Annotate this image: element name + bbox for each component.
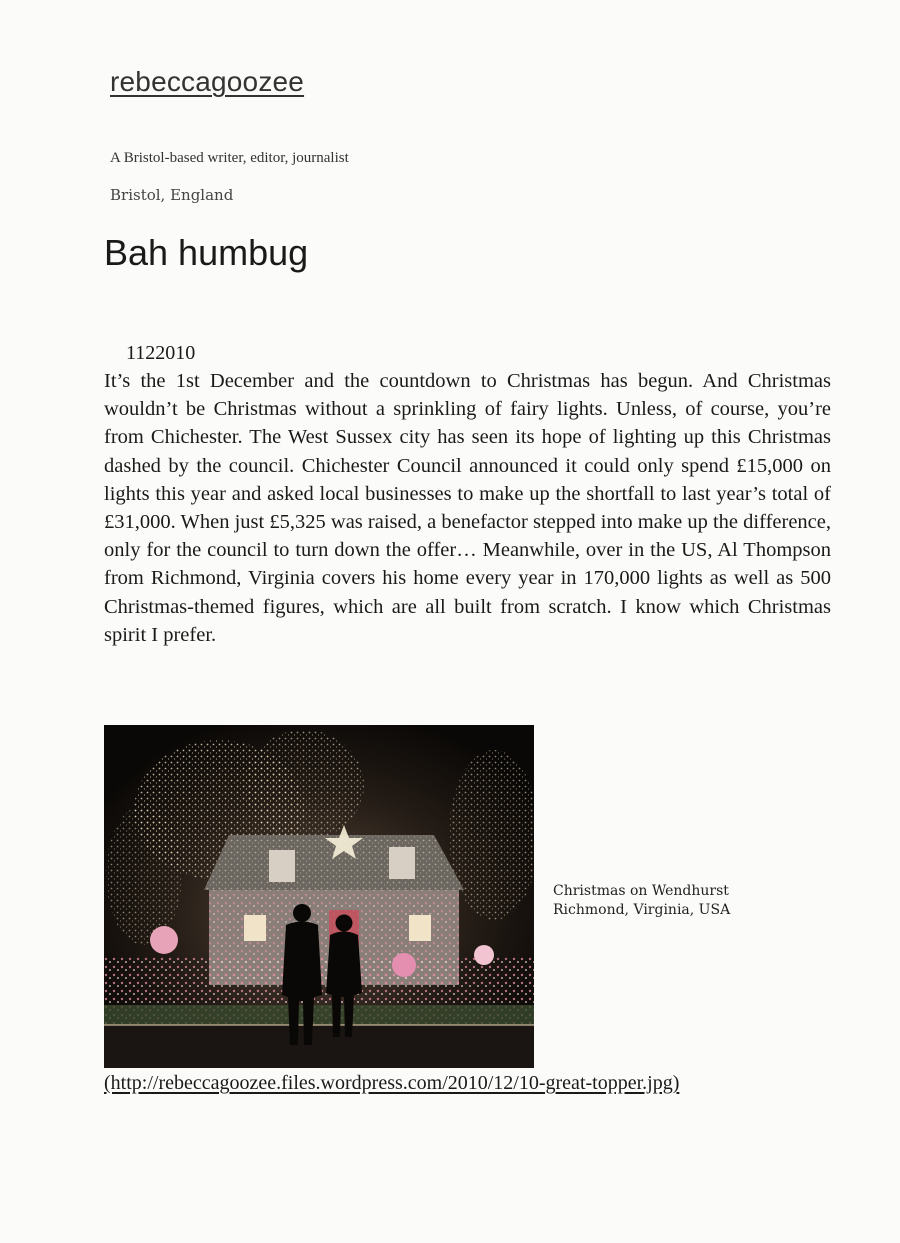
christmas-lights-photo bbox=[104, 725, 534, 1068]
caption-line-2: Richmond, Virginia, USA bbox=[553, 902, 731, 918]
site-tagline: A Bristol-based writer, editor, journalist bbox=[110, 150, 349, 166]
caption-line-1: Christmas on Wendhurst bbox=[553, 883, 729, 899]
photo-caption bbox=[553, 882, 730, 920]
site-location: Bristol, England bbox=[110, 186, 234, 204]
site-title[interactable]: rebeccagoozee bbox=[110, 66, 305, 97]
post-date: 1122010 bbox=[126, 342, 196, 364]
post-title: Bah humbug bbox=[104, 232, 309, 273]
post-body: It’s the 1st December and the countdown to Christmas has begun. And Christmas wouldn’t be Christmas without a sprinkling of fairy lights. Unless, of course, you’re from Chichester. The West Sussex city has seen its hope of lighting up this Christmas dashed by the council. Chichester Council announced it could only spend £15,000 on lights this year and asked local businesses to make up the shortfall to last year’s total of £31,000. When just £5,325 was raised, a benefactor stepped into make up the difference, only for the council to turn down the offer… Meanwhile, over in the US, Al Thompson from Richmond, Virginia covers his home every year in 170,000 lights as well as 500 Christmas-themed figures, which are all built from scratch. I know which Christmas spirit I prefer. bbox=[104, 370, 831, 646]
image-source-link[interactable]: (http://rebeccagoozee.files.wordpress.com/2010/12/10-great-topper.jpg) bbox=[104, 1072, 680, 1094]
house-lights-illustration bbox=[104, 725, 534, 1068]
